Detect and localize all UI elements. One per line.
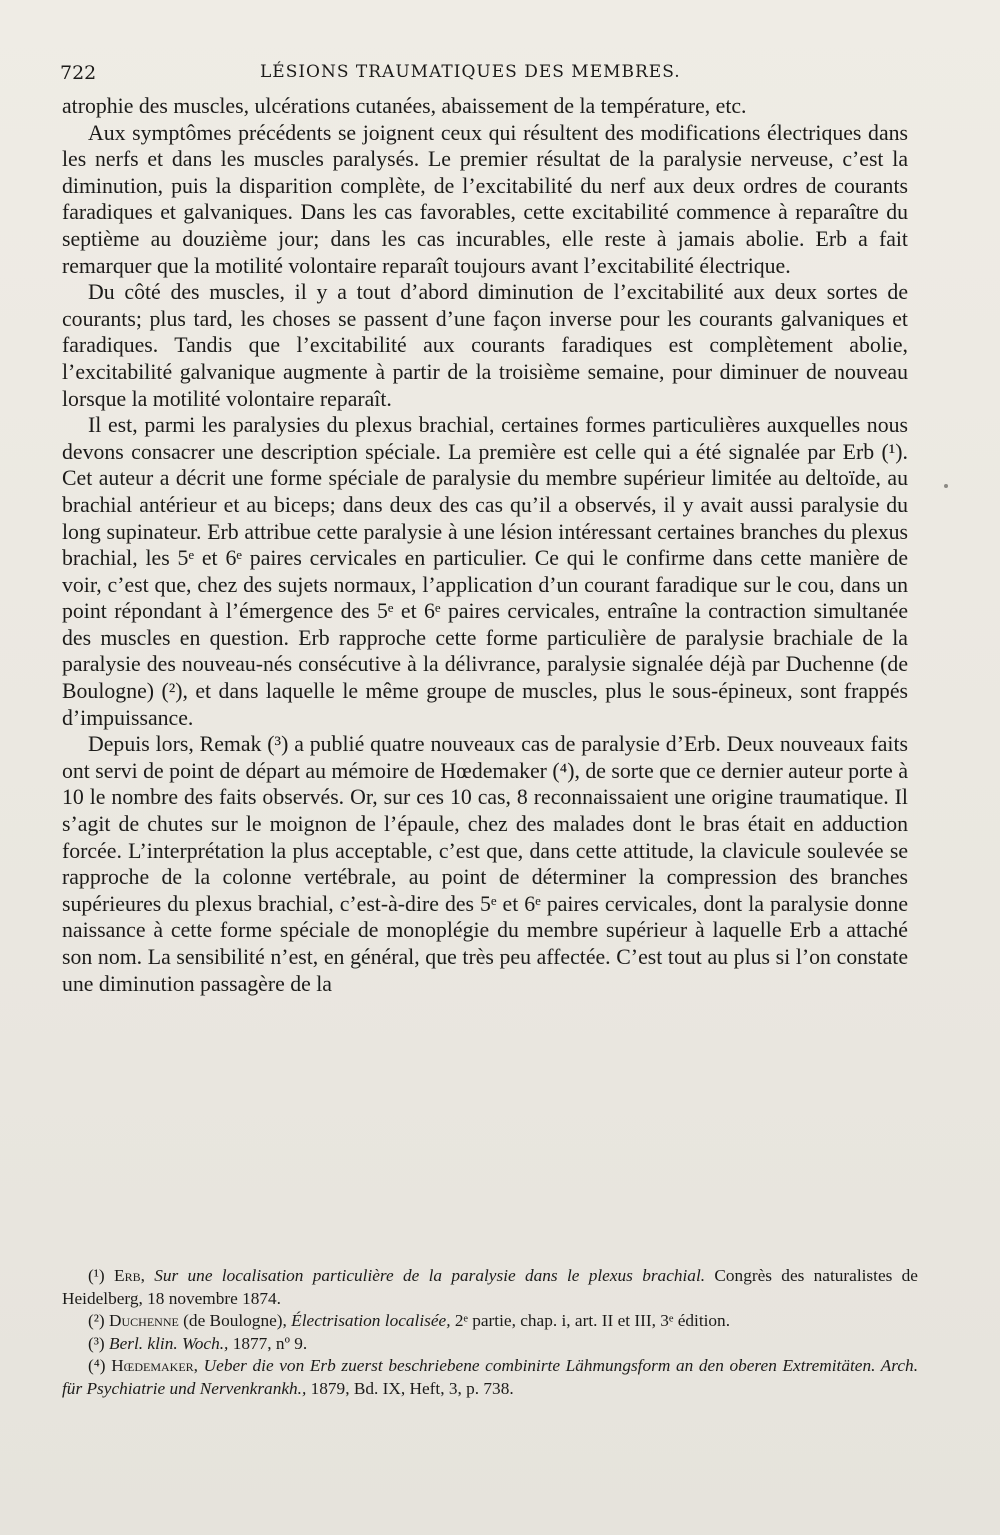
paper-speck [944, 484, 948, 488]
paragraph-1: atrophie des muscles, ulcérations cutanées, abaissement de la température, etc. [62, 94, 747, 118]
footnote-rest: 1877, nº 9. [232, 1333, 308, 1353]
footnote-2 [62, 1310, 918, 1333]
footnote-1 [62, 1265, 918, 1310]
paragraph-3: Du côté des muscles, il y a tout d’abord diminution de l’excitabilité aux deux sortes de courants; plus tard, les choses se passent d’une façon inverse pour les courants galvaniques et faradiques. Tandis que l’excitabilité aux courants faradiques est complètement abolie, l’excitabilité galvanique augmente à partir de la troisième semaine, pour diminuer de nouveau lorsque la motilité volontaire reparaît. [62, 280, 908, 411]
page-number: 722 [60, 62, 97, 84]
body-text [62, 93, 908, 997]
footnote-rest: 2ᵉ partie, chap. i, art. II et III, 3ᵉ édition. [454, 1311, 731, 1331]
footnote-title: Ueber die von Erb zuerst beschriebene combinirte Lähmungsform an den oberen Extremitäten. Arch. für Psychiatrie und Nervenkrankh., [62, 1356, 919, 1398]
footnote-marker: (⁴) [88, 1356, 106, 1376]
footnote-title: Sur une localisation particulière de la paralysie dans le plexus brachial. [154, 1266, 706, 1285]
paragraph-2: Aux symptômes précédents se joignent ceux qui résultent des modifications électriques dans les nerfs et dans les muscles paralysés. Le premier résultat de la paralysie nerveuse, c’est la diminution, puis la disparition complète, de l’excitabilité du nerf aux deux ordres de courants faradiques et galvaniques. Dans les cas favorables, cette excitabilité commence à reparaître du septième au douzième jour; dans les cas incurables, elle reste à jamais abolie. Erb a fait remarquer que la motilité volontaire reparaît toujours avant l’excitabilité électrique. [62, 120, 908, 278]
footnote-rest: 1879, Bd. IX, Heft, 3, p. 738. [310, 1378, 514, 1398]
footnote-title: Électrisation localisée, [291, 1311, 451, 1331]
running-title: LÉSIONS TRAUMATIQUES DES MEMBRES. [260, 62, 681, 82]
footnote-3 [62, 1333, 918, 1356]
footnote-author: Hœdemaker, [111, 1356, 199, 1376]
footnote-pre: (de Boulogne), [183, 1311, 287, 1331]
footnotes [62, 1265, 918, 1401]
paragraph-5: Depuis lors, Remak (³) a publié quatre nouveaux cas de paralysie d’Erb. Deux nouveaux faits ont servi de point de départ au mémoire de Hœdemaker (⁴), de sorte que ce dernier auteur porte à 10 le nombre des faits observés. Or, sur ces 10 cas, 8 reconnaissaient une origine traumatique. Il s’agit de chutes sur le moignon de l’épaule, chez des malades dont le bras était en adduction forcée. L’interprétation la plus acceptable, c’est que, dans cette attitude, la clavicule soulevée se rapproche de la colonne vertébrale, au point de déterminer la compression des branches supérieures du plexus brachial, c’est-à-dire des 5ᵉ et 6ᵉ paires cervicales, dont la paralysie donne naissance à cette forme spéciale de monoplégie du membre supérieur à laquelle Erb a attaché son nom. La sensibilité n’est, en général, que très peu affectée. C’est tout au plus si l’on constate une diminution passagère de la [62, 732, 908, 996]
page-header [60, 62, 910, 92]
footnote-author: Duchenne [109, 1311, 179, 1331]
footnote-rest: Congrès des naturalistes de Heidelberg, 18 novembre 1874. [62, 1266, 918, 1308]
footnote-marker: (²) [88, 1311, 105, 1331]
footnote-author: Erb, [114, 1266, 145, 1285]
footnote-title: Berl. klin. Woch., [109, 1333, 229, 1353]
footnote-marker: (¹) [88, 1266, 105, 1285]
footnote-marker: (³) [88, 1333, 105, 1353]
paragraph-4: Il est, parmi les paralysies du plexus brachial, certaines formes particulières auxquelles nous devons consacrer une description spéciale. La première est celle qui a été signalée par Erb (¹). Cet auteur a décrit une forme spéciale de paralysie du membre supérieur limitée au deltoïde, au brachial antérieur et au biceps; dans deux des cas qu’il a observés, il y avait aussi paralysie du long supinateur. Erb attribue cette paralysie à une lésion intéressant certaines branches du plexus brachial, les 5ᵉ et 6ᵉ paires cervicales en particulier. Ce qui le confirme dans cette manière de voir, c’est que, chez des sujets normaux, l’application d’un courant faradique sur le cou, dans un point répondant à l’émergence des 5ᵉ et 6ᵉ paires cervicales, entraîne la contraction simultanée des muscles en question. Erb rapproche cette forme particulière de paralysie brachiale de la paralysie des nouveau-nés consécutive à la délivrance, paralysie signalée déjà par Duchenne (de Boulogne) (²), et dans laquelle le même groupe de muscles, plus le sous-épineux, sont frappés d’impuissance. [62, 413, 908, 730]
footnote-4 [62, 1355, 918, 1400]
